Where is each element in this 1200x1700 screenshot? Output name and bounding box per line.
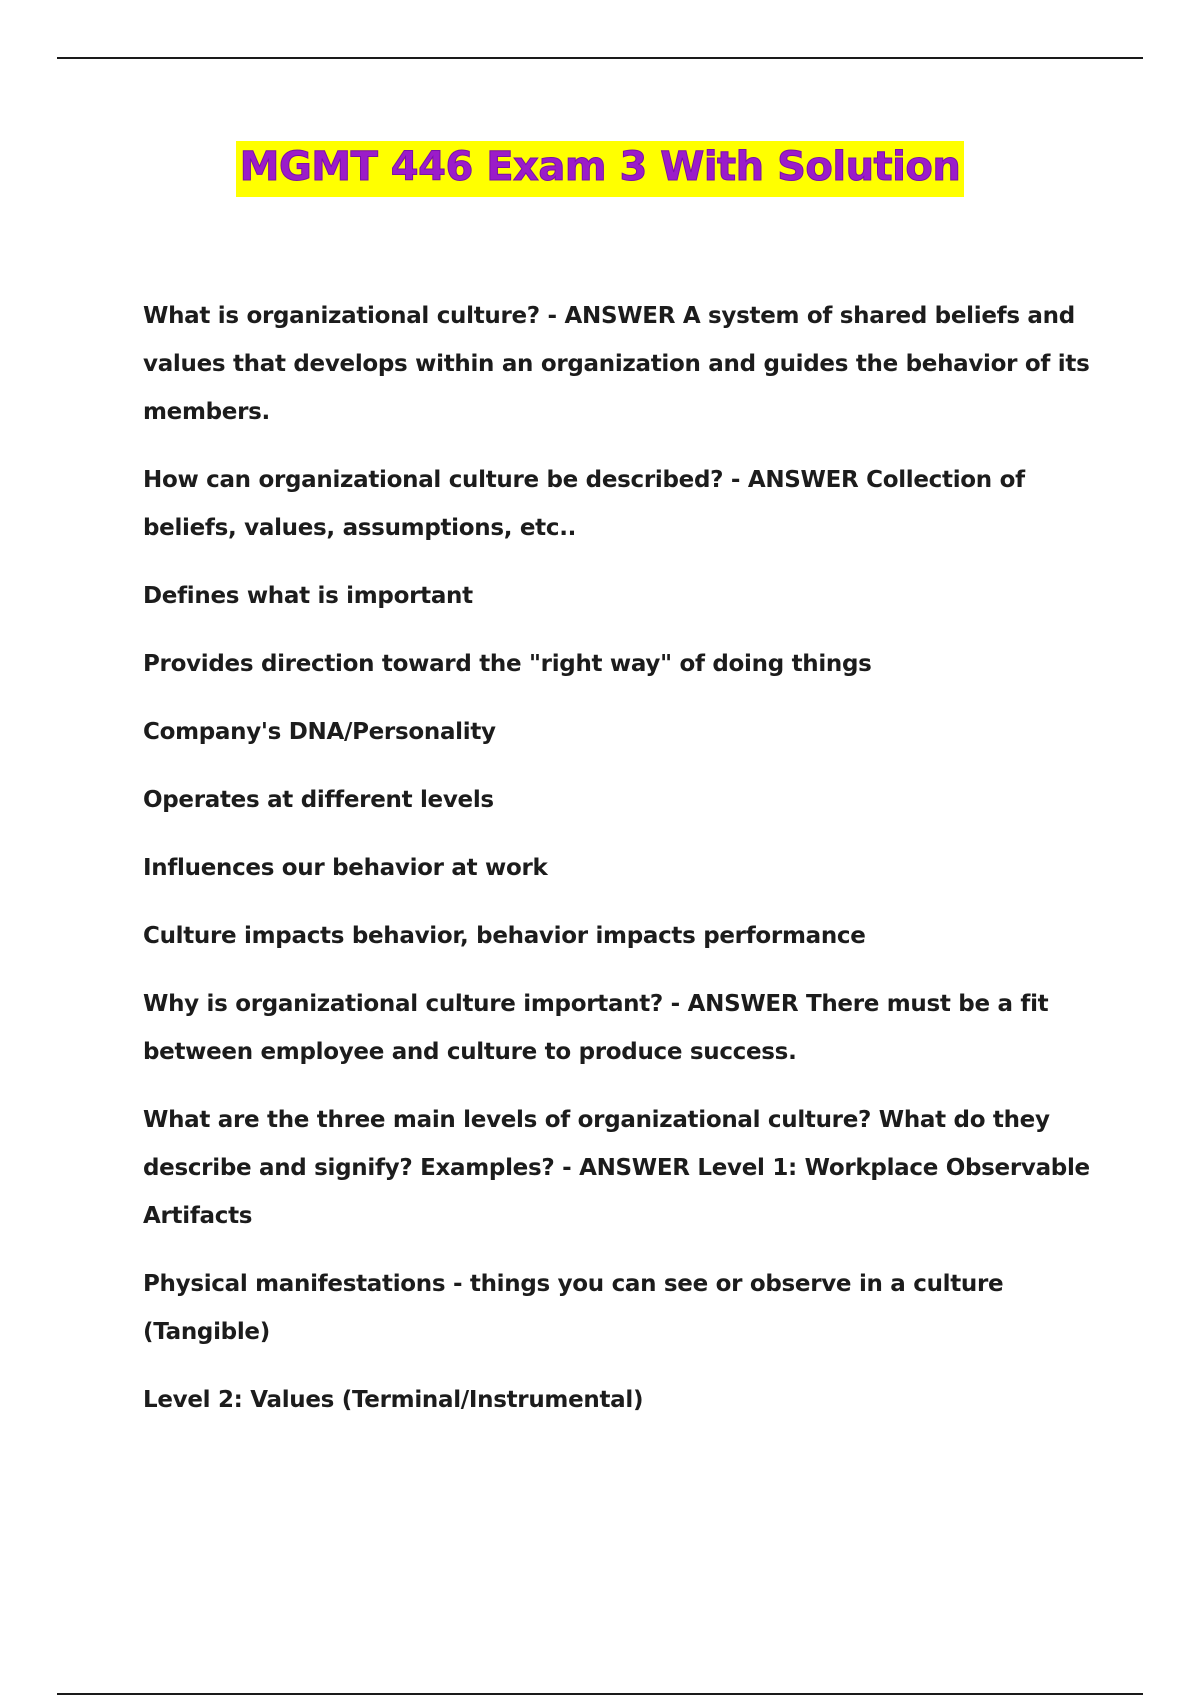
qa-paragraph: Why is organizational culture important? - ANSWER There must be a fit between employee and culture to produce success. <box>143 991 1049 1065</box>
header-rule <box>57 57 1143 59</box>
list-item: Influences our behavior at work <box>143 855 548 881</box>
page-title: MGMT 446 Exam 3 With Solution <box>236 141 965 197</box>
list-item: Operates at different levels <box>143 787 494 813</box>
list-item: Level 2: Values (Terminal/Instrumental) <box>143 1387 644 1413</box>
list-item: Physical manifestations - things you can see or observe in a culture (Tangible) <box>143 1271 1004 1345</box>
list-item: Defines what is important <box>143 583 473 609</box>
list-item: Provides direction toward the "right way" of doing things <box>143 651 872 677</box>
list-item: Company's DNA/Personality <box>143 719 496 745</box>
qa-paragraph: What are the three main levels of organizational culture? What do they describe and signify? Examples? - ANSWER Level 1: Workplace Observable Artifacts <box>143 1107 1090 1229</box>
title-container <box>0 141 1200 197</box>
list-item: Culture impacts behavior, behavior impacts performance <box>143 923 866 949</box>
qa-paragraph: What is organizational culture? - ANSWER A system of shared beliefs and values that develops within an organization and guides the behavior of its members. <box>143 303 1090 425</box>
footer-rule <box>57 1693 1143 1695</box>
document-body <box>143 292 1103 1444</box>
qa-paragraph: How can organizational culture be described? - ANSWER Collection of beliefs, values, assumptions, etc.. <box>143 467 1025 541</box>
